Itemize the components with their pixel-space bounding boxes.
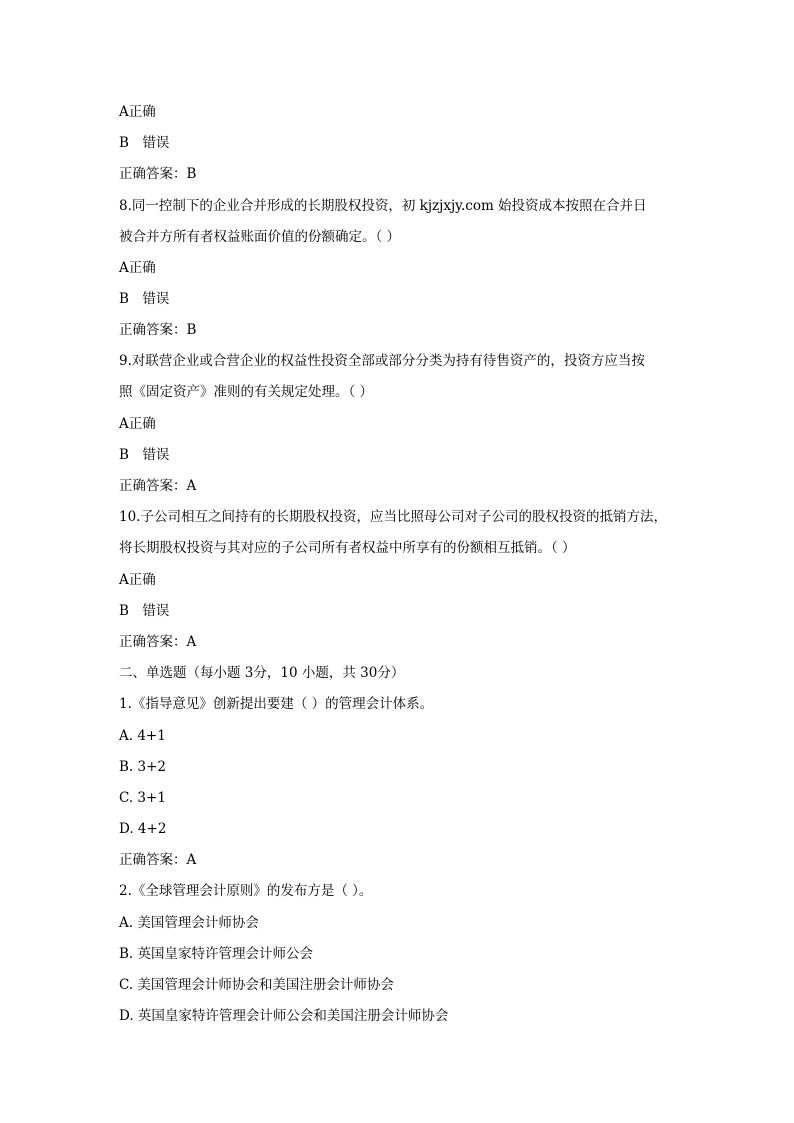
option-c: C. 美国管理会计师协会和美国注册会计师协会 (119, 977, 394, 993)
answer: 正确答案：A (119, 478, 197, 494)
option-a: A正确 (119, 416, 156, 432)
question-1: 1.《指导意见》创新提出要建（ ）的管理会计体系。 (119, 696, 434, 712)
answer: 正确答案：B (119, 322, 197, 338)
option-a: A正确 (119, 572, 156, 588)
option-d: D. 4+2 (119, 821, 167, 837)
option-c: C. 3+1 (119, 790, 166, 806)
question-8-line-1: 8.同一控制下的企业合并形成的长期股权投资，初 kjzjxjy.com 始投资成本按照在合并日 (119, 198, 647, 214)
answer: 正确答案：A (119, 852, 197, 868)
question-10-line-2: 将长期股权投资与其对应的子公司所有者权益中所享有的份额相互抵销。（ ） (119, 540, 576, 556)
option-b: B 错误 (119, 291, 170, 307)
option-b: B 错误 (119, 135, 170, 151)
option-a: A正确 (119, 260, 156, 276)
option-a: A正确 (119, 104, 156, 120)
question-9-line-1: 9.对联营企业或合营企业的权益性投资全部或部分分类为持有待售资产的，投资方应当按 (119, 353, 645, 369)
answer: 正确答案：B (119, 166, 197, 182)
option-a: A. 4+1 (119, 728, 166, 744)
option-b: B 错误 (119, 603, 170, 619)
question-2: 2.《全球管理会计原则》的发布方是（ ）。 (119, 883, 373, 899)
option-d: D. 英国皇家特许管理会计师公会和美国注册会计师协会 (119, 1008, 449, 1024)
section-heading: 二、单选题（每小题 3分，10 小题，共 30分） (119, 665, 405, 681)
option-b: B. 3+2 (119, 759, 166, 775)
question-8-line-2: 被合并方所有者权益账面价值的份额确定。（ ） (119, 229, 401, 245)
option-a: A. 美国管理会计师协会 (119, 915, 259, 931)
answer: 正确答案：A (119, 634, 197, 650)
question-9-line-2: 照《固定资产》准则的有关规定处理。（ ） (119, 384, 374, 400)
option-b: B 错误 (119, 447, 170, 463)
question-10-line-1: 10.子公司相互之间持有的长期股权投资，应当比照母公司对子公司的股权投资的抵销方法， (119, 509, 667, 525)
option-b: B. 英国皇家特许管理会计师公会 (119, 946, 314, 962)
